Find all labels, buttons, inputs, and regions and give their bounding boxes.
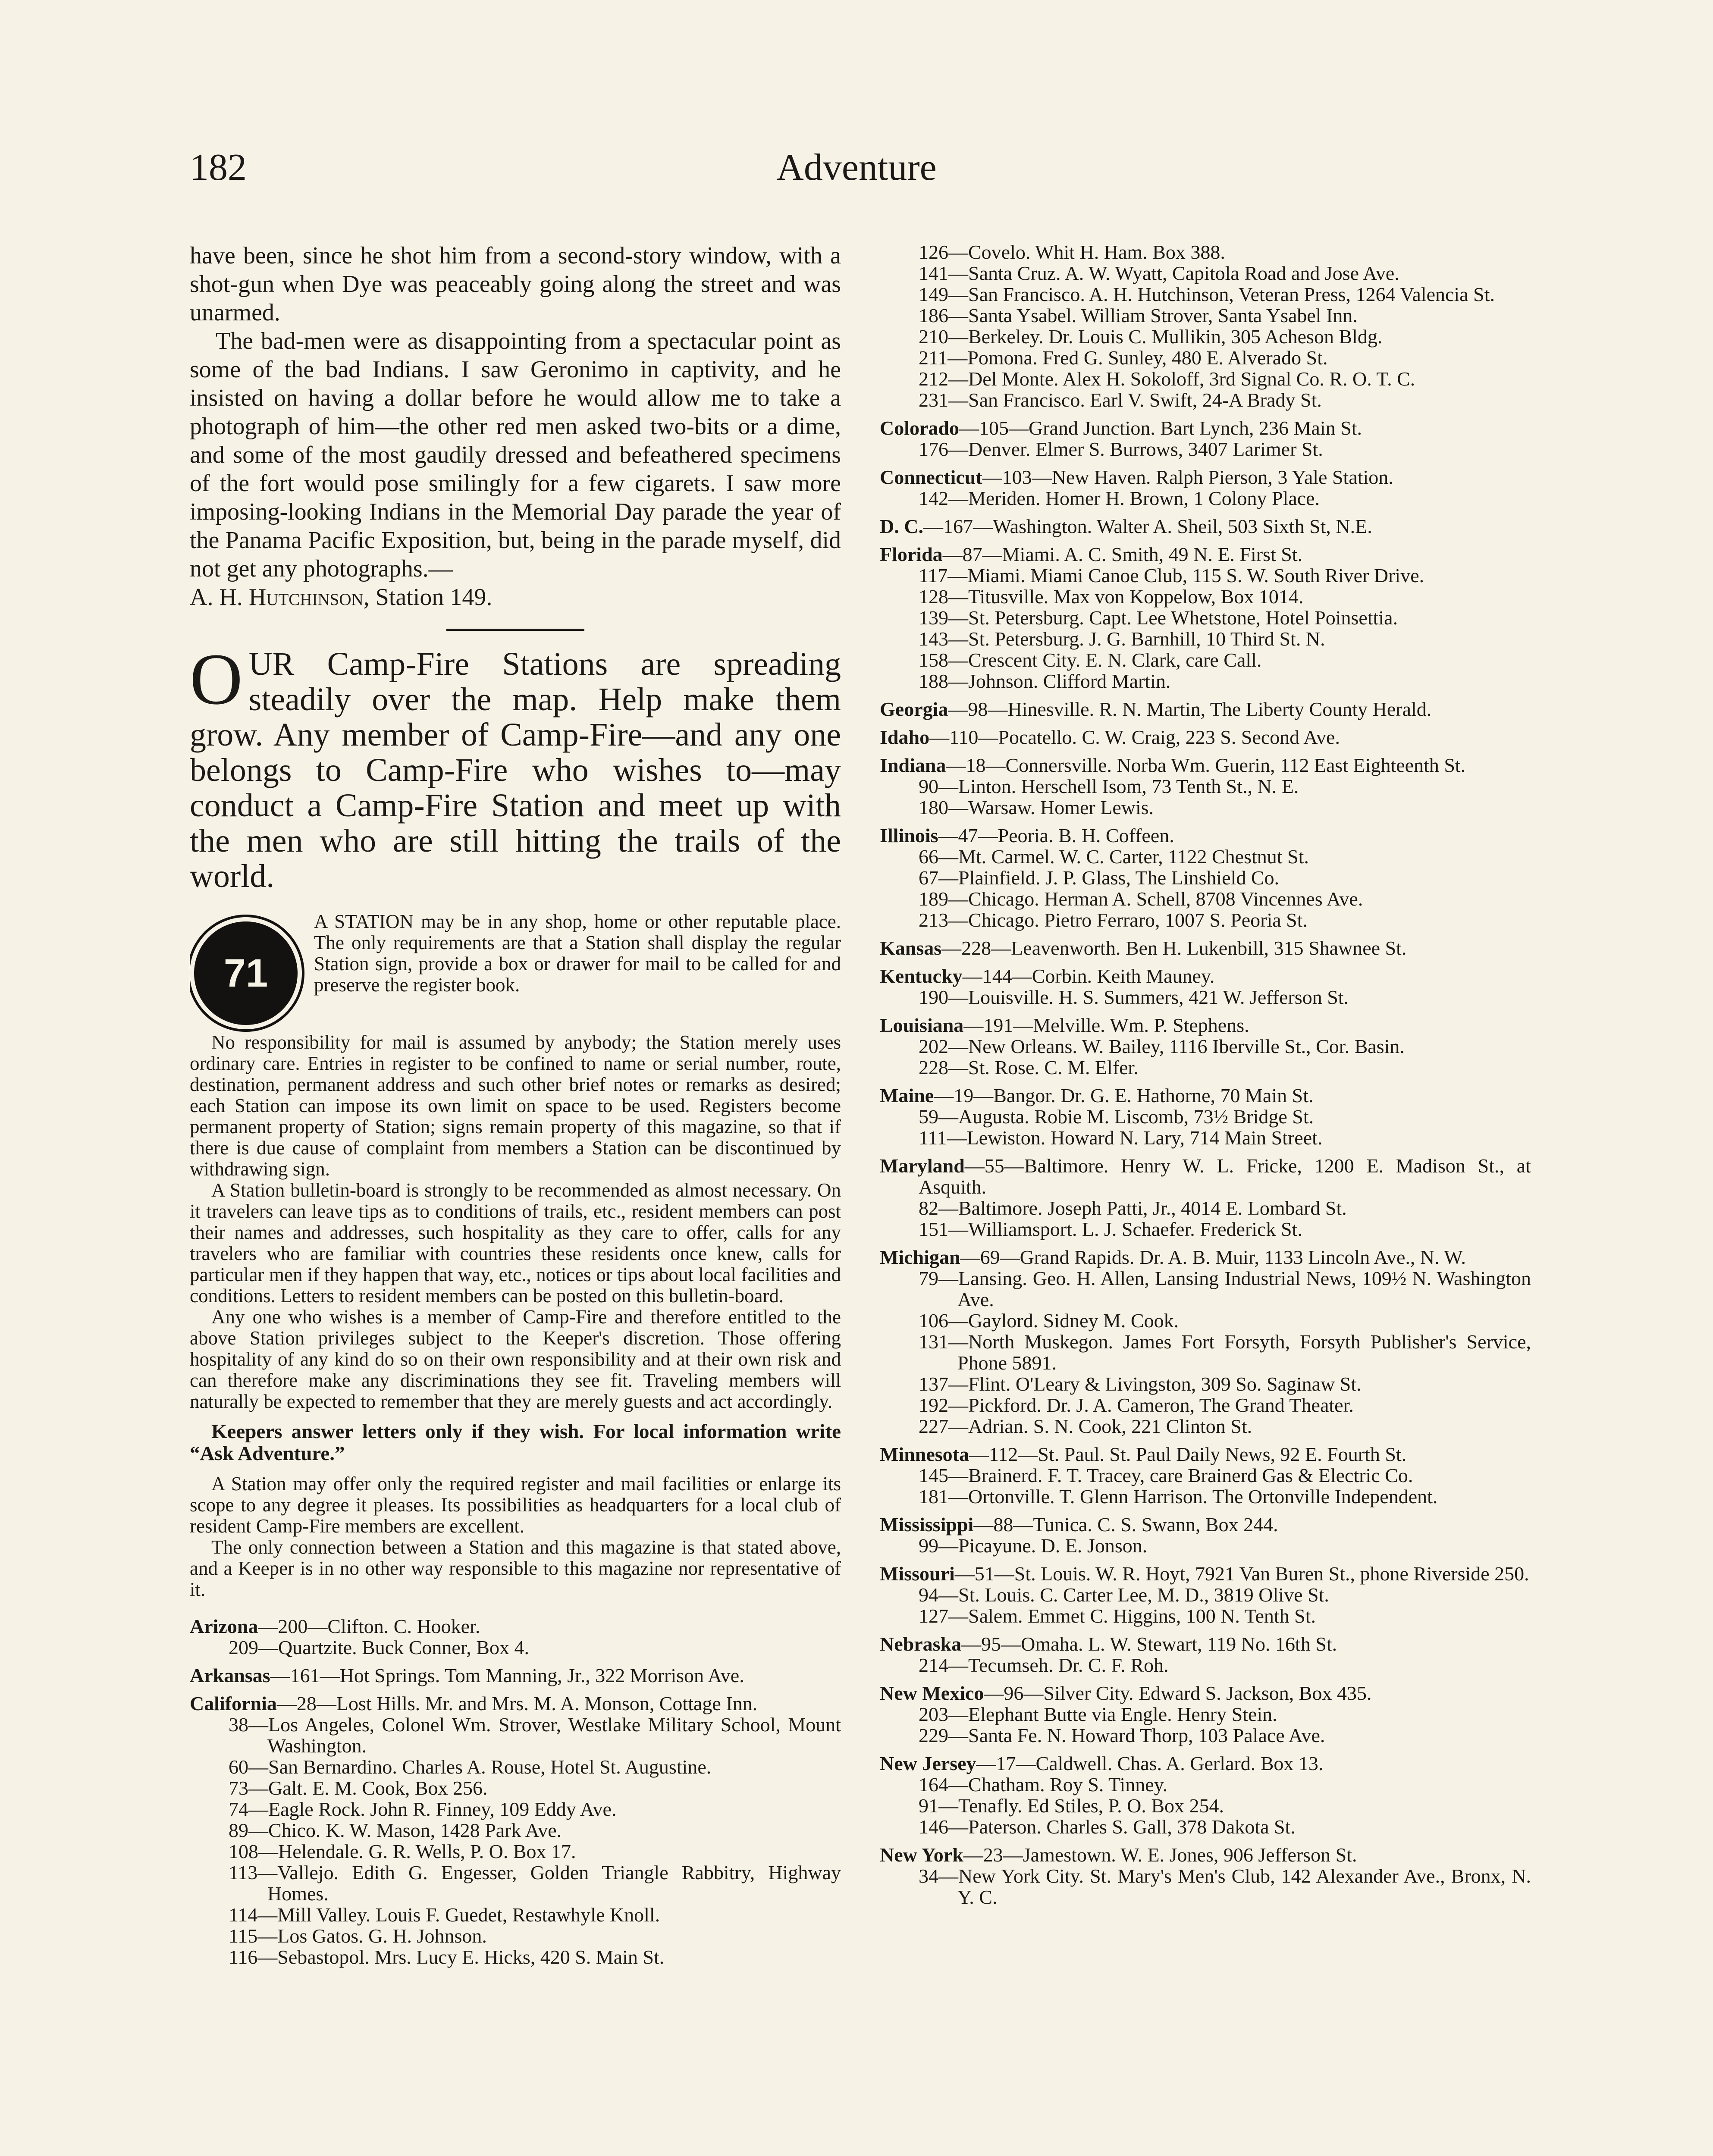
rules-paragraph: The only connection between a Station and this magazine is that stated above, and a Keeper is in no other way responsible to this magazine nor representative of it. [190, 1536, 841, 1600]
station-entry [880, 1816, 1531, 1837]
station-entry [880, 305, 1531, 326]
station-entry [880, 1584, 1531, 1605]
station-entry: New Mexico—96—Silver City. Edward S. Jackson, Box 435. [880, 1682, 1372, 1704]
station-entry [880, 987, 1531, 1008]
station-entry-text: 116—Sebastopol. Mrs. Lucy E. Hicks, 420 S. Main St. [229, 1946, 665, 1968]
station-entry: Arkansas—161—Hot Springs. Tom Manning, Jr., 322 Morrison Ave. [190, 1664, 744, 1686]
station-entry-text: 113—Vallejo. Edith G. Engesser, Golden Triangle Rabbitry, Highway Homes. [229, 1861, 841, 1905]
station-entry-text: 91—Tenafly. Ed Stiles, P. O. Box 254. [919, 1795, 1224, 1817]
state-name: Kansas [880, 937, 942, 959]
state-name: Florida [880, 543, 943, 565]
station-entry-text: 59—Augusta. Robie M. Liscomb, 73½ Bridge St. [919, 1106, 1314, 1128]
station-entry-text: 117—Miami. Miami Canoe Club, 115 S. W. South River Drive. [919, 564, 1424, 586]
station-entry-text: 38—Los Angeles, Colonel Wm. Strover, Westlake Military School, Mount Washington. [229, 1714, 841, 1757]
station-entry-text: 190—Louisville. H. S. Summers, 421 W. Jefferson St. [919, 986, 1349, 1008]
headline-text: UR Camp-Fire Stations are spreading steadily over the map. Help make them grow. Any member of Camp-Fire—and any one belongs to Camp-Fire who wishes to—may conduct a Camp-Fire Station and meet up with the men who are still hitting the trails of the world. [190, 646, 841, 894]
station-entry-text: 73—Galt. E. M. Cook, Box 256. [229, 1777, 488, 1799]
station-entry-text: 112—St. Paul. St. Paul Daily News, 92 E. Fourth St. [989, 1443, 1407, 1465]
station-entry-text: 229—Santa Fe. N. Howard Thorp, 103 Palace Ave. [919, 1724, 1325, 1746]
station-entry: Kansas—228—Leavenworth. Ben H. Lukenbill, 315 Shawnee St. [880, 937, 1407, 959]
station-entry [880, 628, 1531, 649]
station-entry: Nebraska—95—Omaha. L. W. Stewart, 119 No. 16th St. [880, 1633, 1337, 1655]
station-entry-text: 51—St. Louis. W. R. Hoyt, 7921 Van Buren St., phone Riverside 250. [974, 1563, 1529, 1585]
station-entry-text: 111—Lewiston. Howard N. Lary, 714 Main Street. [919, 1127, 1323, 1149]
station-entry: Mississippi—88—Tunica. C. S. Swann, Box 244. [880, 1514, 1278, 1536]
state-group [190, 1693, 841, 1968]
station-entry-text: 180—Warsaw. Homer Lewis. [919, 796, 1154, 818]
state-group [880, 937, 1531, 959]
station-entry [880, 607, 1531, 628]
campfire-headline [190, 639, 841, 894]
station-entry [190, 1904, 841, 1925]
station-entry-text: 127—Salem. Emmet C. Higgins, 100 N. Tenth St. [919, 1605, 1316, 1627]
station-entry-text: 131—North Muskegon. James Fort Forsyth, Forsyth Publisher's Service, Phone 5891. [919, 1331, 1531, 1374]
state-group [880, 699, 1531, 720]
station-entry [190, 1925, 841, 1946]
state-name: Maine [880, 1084, 934, 1106]
station-entry: Minnesota—112—St. Paul. St. Paul Daily News, 92 E. Fourth St. [880, 1443, 1407, 1465]
prose-paragraph: have been, since he shot him from a second-story window, with a shot-gun when Dye was peaceably going along the street and was unarmed. [190, 242, 841, 326]
station-entry [880, 1036, 1531, 1057]
state-group [880, 1085, 1531, 1148]
state-name: Louisiana [880, 1014, 964, 1036]
state-name: Kentucky [880, 965, 963, 987]
station-entry [190, 1799, 841, 1820]
state-group [880, 1753, 1531, 1837]
station-entry [880, 1373, 1531, 1395]
station-entry: Missouri—51—St. Louis. W. R. Hoyt, 7921 Van Buren St., phone Riverside 250. [880, 1563, 1529, 1585]
state-group [880, 825, 1531, 931]
station-entry-text: 110—Pocatello. C. W. Craig, 223 S. Second Ave. [949, 726, 1340, 748]
station-entry-text: 19—Bangor. Dr. G. E. Hathorne, 70 Main St. [954, 1084, 1314, 1106]
station-entry [880, 1310, 1531, 1331]
station-entry: Idaho—110—Pocatello. C. W. Craig, 223 S. Second Ave. [880, 726, 1340, 748]
station-entry-text: 88—Tunica. C. S. Swann, Box 244. [993, 1514, 1278, 1536]
state-group [880, 516, 1531, 537]
station-entry-text: 146—Paterson. Charles S. Gall, 378 Dakota St. [919, 1816, 1296, 1838]
station-entry-text: 34—New York City. St. Mary's Men's Club, 142 Alexander Ave., Bronx, N. Y. C. [919, 1865, 1531, 1908]
letter-signoff [190, 583, 841, 611]
state-group [880, 1514, 1531, 1556]
station-entry: Louisiana—191—Melville. Wm. P. Stephens. [880, 1014, 1249, 1036]
station-entry-text: 103—New Haven. Ralph Pierson, 3 Yale Station. [1002, 466, 1393, 488]
station-entry-text: 191—Melville. Wm. P. Stephens. [983, 1014, 1249, 1036]
station-entry-text: 139—St. Petersburg. Capt. Lee Whetstone, Hotel Poinsettia. [919, 607, 1398, 629]
station-entry [880, 284, 1531, 305]
station-entry: D. C.—167—Washington. Walter A. Sheil, 503 Sixth St, N.E. [880, 515, 1372, 537]
state-name: New Mexico [880, 1682, 984, 1704]
station-entry [880, 1655, 1531, 1676]
station-entry [880, 1465, 1531, 1486]
station-entry: Michigan—69—Grand Rapids. Dr. A. B. Muir, 1133 Lincoln Ave., N. W. [880, 1246, 1466, 1268]
station-entry-text: 90—Linton. Herschell Isom, 73 Tenth St., N. E. [919, 775, 1299, 797]
station-listing-left [190, 1616, 841, 1968]
station-entry [190, 1946, 841, 1968]
station-entry-text: 176—Denver. Elmer S. Burrows, 3407 Larimer St. [919, 438, 1323, 460]
signoff-name: A. H. Hutchinson, [190, 584, 370, 611]
station-entry-text: 189—Chicago. Herman A. Schell, 8708 Vincennes Ave. [919, 888, 1363, 910]
station-entry-text: 200—Clifton. C. Hooker. [278, 1615, 480, 1637]
station-entry: Arizona—200—Clifton. C. Hooker. [190, 1615, 480, 1637]
station-entry [880, 565, 1531, 586]
station-entry-text: 188—Johnson. Clifford Martin. [919, 670, 1171, 692]
station-entry [880, 1865, 1531, 1908]
station-entry-text: 167—Washington. Walter A. Sheil, 503 Sixth St, N.E. [943, 515, 1372, 537]
state-group [190, 1616, 841, 1658]
station-entry-text: 23—Jamestown. W. E. Jones, 906 Jefferson St. [983, 1844, 1357, 1866]
station-entry-text: 79—Lansing. Geo. H. Allen, Lansing Industrial News, 109½ N. Washington Ave. [919, 1267, 1531, 1310]
station-entry [880, 1127, 1531, 1148]
station-entry-text: 192—Pickford. Dr. J. A. Cameron, The Grand Theater. [919, 1394, 1354, 1416]
state-name: Michigan [880, 1246, 960, 1268]
state-group [880, 1444, 1531, 1507]
station-entry [880, 1219, 1531, 1240]
running-head-title: Adventure [776, 147, 937, 188]
station-entry: Indiana—18—Connersville. Norba Wm. Guerin, 112 East Eighteenth St. [880, 754, 1466, 776]
station-entry-text: 82—Baltimore. Joseph Patti, Jr., 4014 E. Lombard St. [919, 1197, 1347, 1219]
badge-number: 71 [223, 951, 268, 995]
state-name: Illinois [880, 824, 938, 846]
station-entry: Kentucky—144—Corbin. Keith Mauney. [880, 965, 1215, 987]
state-group [880, 1563, 1531, 1626]
state-name: Arizona [190, 1615, 258, 1637]
station-entry [880, 241, 1531, 263]
state-group [880, 1015, 1531, 1078]
state-group [880, 1155, 1531, 1240]
station-entry-text: 228—Leavenworth. Ben H. Lukenbill, 315 Shawnee St. [961, 937, 1407, 959]
station-entry-text: 227—Adrian. S. N. Cook, 221 Clinton St. [919, 1415, 1252, 1437]
state-name: New Jersey [880, 1752, 976, 1774]
station-entry [880, 1704, 1531, 1725]
state-group [880, 755, 1531, 818]
station-entry-text: 151—Williamsport. L. J. Schaefer. Frederick St. [919, 1218, 1302, 1240]
station-entry-text: 106—Gaylord. Sidney M. Cook. [919, 1310, 1179, 1332]
station-entry-text: 114—Mill Valley. Louis F. Guedet, Restawhyle Knoll. [229, 1904, 660, 1926]
station-entry [190, 1714, 841, 1756]
station-entry [880, 326, 1531, 347]
station-entry: New Jersey—17—Caldwell. Chas. A. Gerlard. Box 13. [880, 1752, 1324, 1774]
state-name: D. C. [880, 515, 923, 537]
station-entry-text: 108—Helendale. G. R. Wells, P. O. Box 17. [229, 1840, 576, 1862]
station-entry-text: 105—Grand Junction. Bart Lynch, 236 Main St. [979, 417, 1362, 439]
station-entry-text: 89—Chico. K. W. Mason, 1428 Park Ave. [229, 1819, 562, 1841]
right-column [880, 241, 1531, 2156]
station-entry [880, 1057, 1531, 1078]
state-group [880, 241, 1531, 411]
station-entry-text: 87—Miami. A. C. Smith, 49 N. E. First St. [962, 543, 1303, 565]
station-entry [880, 888, 1531, 909]
station-entry-text: 202—New Orleans. W. Bailey, 1116 Iberville St., Cor. Basin. [919, 1035, 1405, 1057]
state-name: Colorado [880, 417, 959, 439]
state-group [880, 467, 1531, 509]
station-entry-text: 96—Silver City. Edward S. Jackson, Box 435. [1004, 1682, 1372, 1704]
station-entry [880, 1268, 1531, 1310]
station-entry-text: 231—San Francisco. Earl V. Swift, 24-A Brady St. [919, 389, 1322, 411]
station-entry-text: 99—Picayune. D. E. Jonson. [919, 1535, 1148, 1557]
station-entry-text: 60—San Bernardino. Charles A. Rouse, Hotel St. Augustine. [229, 1756, 712, 1778]
station-entry [880, 586, 1531, 607]
prose-paragraph: The bad-men were as disappointing from a spectacular point as some of the bad Indians. I saw Geronimo in captivity, and he insisted on having a dollar before he would allow me to take a photograph of him—the other red men asked two-bits or a dime, and some of the most gaudily dressed and befeathered specimens of the fort would pose smilingly for a few cigarets. I saw more imposing-looking Indians in the Memorial Day parade the year of the Panama Pacific Exposition, but, being in the parade myself, did not get any photographs.— [190, 328, 841, 582]
station-entry [880, 909, 1531, 931]
station-entry [880, 1416, 1531, 1437]
station-entry-text: 214—Tecumseh. Dr. C. F. Roh. [919, 1654, 1169, 1676]
station-entry: California—28—Lost Hills. Mr. and Mrs. M. A. Monson, Cottage Inn. [190, 1692, 758, 1714]
station-entry [880, 1605, 1531, 1626]
station-entry [880, 797, 1531, 818]
station-entry-text: 164—Chatham. Roy S. Tinney. [919, 1774, 1168, 1796]
station-entry [880, 776, 1531, 797]
state-name: Georgia [880, 698, 948, 720]
station-entry [880, 1106, 1531, 1127]
station-entry [880, 1725, 1531, 1746]
station-entry: Florida—87—Miami. A. C. Smith, 49 N. E. First St. [880, 543, 1303, 565]
rules-paragraph: Any one who wishes is a member of Camp-Fire and therefore entitled to the above Station privileges subject to the Keeper's discretion. Those offering hospitality of any kind do so on their own responsibility and at their own risk and can therefore make any discriminations they see fit. Traveling members will naturally be expected to remember that they are merely guests and act accordingly. [190, 1306, 841, 1412]
station-entry-text: 67—Plainfield. J. P. Glass, The Linshield Co. [919, 867, 1280, 889]
station-entry: Colorado—105—Grand Junction. Bart Lynch, 236 Main St. [880, 417, 1362, 439]
signoff-station: Station 149. [375, 584, 493, 611]
station-entry-text: 18—Connersville. Norba Wm. Guerin, 112 East Eighteenth St. [966, 754, 1466, 776]
state-name: California [190, 1692, 277, 1714]
station-entry [880, 1774, 1531, 1795]
station-entry [190, 1841, 841, 1862]
station-entry-text: 203—Elephant Butte via Engle. Henry Stein. [919, 1703, 1277, 1725]
station-entry-text: 66—Mt. Carmel. W. C. Carter, 1122 Chestnut St. [919, 846, 1309, 868]
station-entry [880, 671, 1531, 692]
station-rules [190, 911, 841, 1600]
station-entry [880, 867, 1531, 888]
state-name: Arkansas [190, 1664, 270, 1686]
station-entry-text: 126—Covelo. Whit H. Ham. Box 388. [919, 241, 1225, 263]
station-entry-text: 181—Ortonville. T. Glenn Harrison. The Ortonville Independent. [919, 1485, 1438, 1507]
state-group [880, 1633, 1531, 1676]
station-entry [190, 1820, 841, 1841]
rules-paragraph: No responsibility for mail is assumed by anybody; the Station merely uses ordinary care. Entries in register to be confined to name or serial number, route, destination, permanent address and such other brief notes or remarks as desired; each Station can impose its own limit on space to be used. Registers become permanent property of Station; signs remain property of this magazine, so that if there is due cause of complaint from members a Station can be discontinued by withdrawing sign. [190, 1031, 841, 1180]
rules-paragraph: A Station bulletin-board is strongly to be recommended as almost necessary. On it travelers can leave tips as to conditions of trails, etc., resident members can post their names and addresses, such hospitality as they care to offer, calls for any travelers who are familiar with countries these residents once knew, calls for particular men if they happen that way, etc., notices or tips about local facilities and conditions. Letters to resident members can be posted on this bulletin-board. [190, 1179, 841, 1307]
state-group [880, 1247, 1531, 1437]
station-entry-text: 142—Meriden. Homer H. Brown, 1 Colony Place. [919, 487, 1320, 509]
letter-text [190, 241, 841, 583]
station-entry-text: 128—Titusville. Max von Koppelow, Box 1014. [919, 586, 1304, 608]
station-sign-badge-icon [190, 917, 302, 1029]
state-name: Maryland [880, 1155, 965, 1177]
station-entry [880, 1197, 1531, 1219]
station-entry [880, 389, 1531, 411]
state-name: Nebraska [880, 1633, 962, 1655]
state-name: Connecticut [880, 466, 982, 488]
rules-paragraph: A Station may offer only the required register and mail facilities or enlarge its scope to any degree it pleases. Its possibilities as headquarters for a local club of resident Camp-Fire members are excellent. [190, 1473, 841, 1537]
station-entry-text: 228—St. Rose. C. M. Elfer. [919, 1056, 1139, 1078]
state-group [880, 1683, 1531, 1746]
station-entry [880, 846, 1531, 867]
station-listing-right [880, 241, 1531, 1908]
station-entry [190, 1777, 841, 1799]
station-entry [880, 439, 1531, 460]
station-entry-text: 149—San Francisco. A. H. Hutchinson, Veteran Press, 1264 Valencia St. [919, 283, 1495, 305]
state-group [880, 544, 1531, 692]
station-entry [190, 1637, 841, 1658]
station-entry [880, 1486, 1531, 1507]
station-entry-text: 28—Lost Hills. Mr. and Mrs. M. A. Monson, Cottage Inn. [296, 1692, 758, 1714]
page-number: 182 [190, 147, 247, 188]
station-entry [190, 1756, 841, 1777]
station-entry-text: 17—Caldwell. Chas. A. Gerlard. Box 13. [996, 1752, 1324, 1774]
state-name: Idaho [880, 726, 930, 748]
station-entry-text: 98—Hinesville. R. N. Martin, The Liberty County Herald. [968, 698, 1432, 720]
station-entry-text: 213—Chicago. Pietro Ferraro, 1007 S. Peoria St. [919, 909, 1308, 931]
station-entry: Connecticut—103—New Haven. Ralph Pierson, 3 Yale Station. [880, 466, 1393, 488]
state-name: Indiana [880, 754, 946, 776]
left-column [190, 241, 841, 2156]
station-entry [880, 649, 1531, 671]
station-entry [880, 1795, 1531, 1816]
station-entry [880, 347, 1531, 368]
station-entry: New York—23—Jamestown. W. E. Jones, 906 Jefferson St. [880, 1844, 1357, 1866]
drop-cap: O [190, 639, 243, 720]
station-entry [880, 263, 1531, 284]
station-entry-text: 74—Eagle Rock. John R. Finney, 109 Eddy Ave. [229, 1798, 617, 1820]
state-name: Mississippi [880, 1514, 974, 1536]
station-entry-text: 161—Hot Springs. Tom Manning, Jr., 322 Morrison Ave. [290, 1664, 744, 1686]
station-entry-text: 212—Del Monte. Alex H. Sokoloff, 3rd Signal Co. R. O. T. C. [919, 368, 1415, 390]
station-entry-text: 186—Santa Ysabel. William Strover, Santa Ysabel Inn. [919, 304, 1358, 326]
station-entry: Illinois—47—Peoria. B. H. Coffeen. [880, 824, 1174, 846]
station-entry [880, 1395, 1531, 1416]
station-entry-text: 211—Pomona. Fred G. Sunley, 480 E. Alverado St. [919, 347, 1328, 369]
station-entry-text: 69—Grand Rapids. Dr. A. B. Muir, 1133 Lincoln Ave., N. W. [980, 1246, 1466, 1268]
state-group [880, 727, 1531, 748]
state-name: Minnesota [880, 1443, 969, 1465]
station-entry-text: 210—Berkeley. Dr. Louis C. Mullikin, 305 Acheson Bldg. [919, 326, 1383, 348]
station-entry-text: 144—Corbin. Keith Mauney. [982, 965, 1215, 987]
state-group [880, 417, 1531, 460]
station-entry-text: 145—Brainerd. F. T. Tracey, care Brainerd Gas & Electric Co. [919, 1464, 1413, 1486]
station-entry [880, 368, 1531, 389]
station-entry: Maine—19—Bangor. Dr. G. E. Hathorne, 70 Main St. [880, 1084, 1314, 1106]
station-entry-text: 158—Crescent City. E. N. Clark, care Call. [919, 649, 1262, 671]
section-divider [446, 629, 584, 631]
state-group [880, 1844, 1531, 1908]
state-name: Missouri [880, 1563, 955, 1585]
rules-paragraph: A STATION may be in any shop, home or other reputable place. The only requirements are that a Station shall display the regular Station sign, provide a box or drawer for mail to be called for and preserve the register book. [314, 911, 841, 996]
station-entry [880, 1331, 1531, 1373]
station-entry: Maryland—55—Baltimore. Henry W. L. Fricke, 1200 E. Madison St., at Asquith. [880, 1155, 1531, 1198]
station-entry-text: 141—Santa Cruz. A. W. Wyatt, Capitola Road and Jose Ave. [919, 262, 1399, 284]
keepers-notice: Keepers answer letters only if they wish. For local information write “Ask Adventure.” [190, 1420, 841, 1465]
station-entry [880, 1535, 1531, 1556]
state-group [190, 1665, 841, 1686]
station-entry-text: 115—Los Gatos. G. H. Johnson. [229, 1925, 487, 1947]
station-entry: Georgia—98—Hinesville. R. N. Martin, The Liberty County Herald. [880, 698, 1432, 720]
state-name: New York [880, 1844, 963, 1866]
station-entry-text: 55—Baltimore. Henry W. L. Fricke, 1200 E. Madison St., at Asquith. [919, 1155, 1531, 1198]
station-entry-text: 95—Omaha. L. W. Stewart, 119 No. 16th St. [981, 1633, 1337, 1655]
station-entry-text: 137—Flint. O'Leary & Livingston, 309 So. Saginaw St. [919, 1373, 1362, 1395]
station-entry-text: 209—Quartzite. Buck Conner, Box 4. [229, 1636, 529, 1658]
station-entry [880, 488, 1531, 509]
station-entry-text: 94—St. Louis. C. Carter Lee, M. D., 3819 Olive St. [919, 1584, 1329, 1606]
station-entry [190, 1862, 841, 1904]
station-entry-text: 47—Peoria. B. H. Coffeen. [958, 824, 1174, 846]
state-group [880, 965, 1531, 1008]
station-entry-text: 143—St. Petersburg. J. G. Barnhill, 10 Third St. N. [919, 628, 1325, 650]
